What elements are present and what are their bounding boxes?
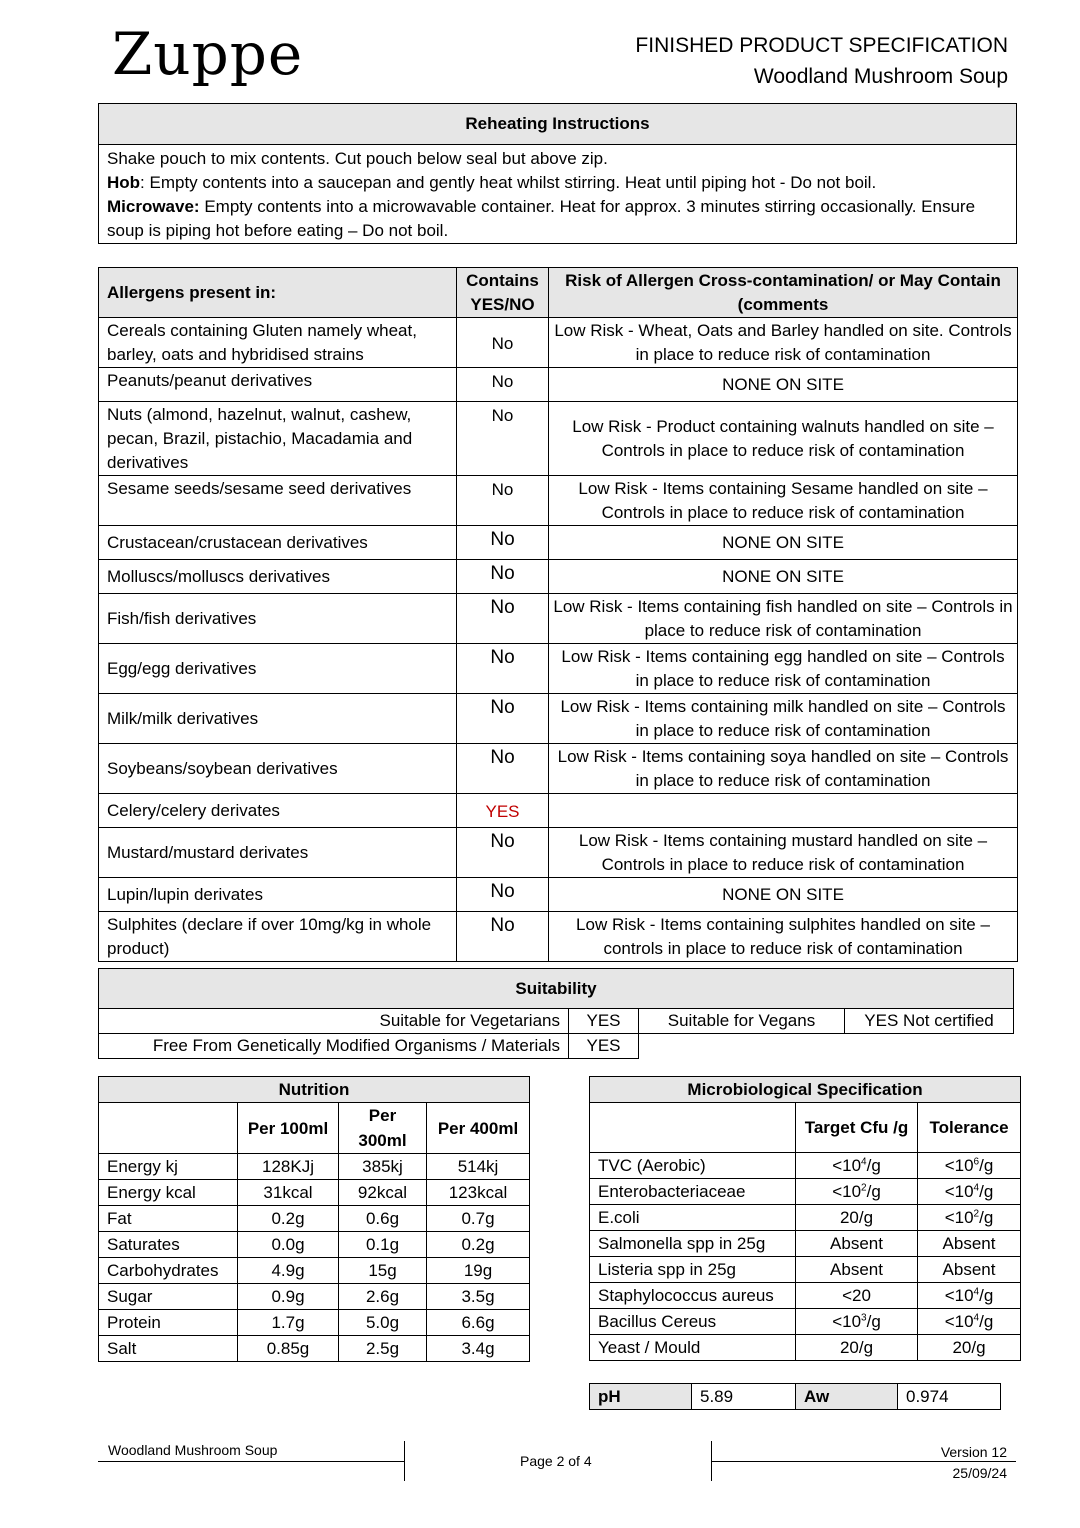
gmo-value: YES (569, 1034, 639, 1059)
micro-target: $<10^3/g$ (796, 1309, 918, 1335)
nutrient-value: 1.7g (238, 1310, 339, 1336)
allergen-name: Crustacean/crustacean derivatives (99, 526, 457, 560)
micro-target: <20 (796, 1283, 918, 1309)
allergen-contains: No (457, 644, 549, 694)
nutrient-value: 0.9g (238, 1284, 339, 1310)
footer-date: 25/09/24 (952, 1465, 1007, 1481)
reheating-instructions (99, 145, 1017, 244)
micro-row (590, 1257, 1021, 1283)
ph-value: 5.89 (692, 1384, 796, 1410)
allergen-name: Lupin/lupin derivates (99, 878, 457, 912)
allergen-name: Soybeans/soybean derivatives (99, 744, 457, 794)
microwave-text: Empty contents into a microwavable container. Heat for approx. 3 minutes stirring occasionally. Ensure soup is piping hot before eating – Do not boil. (107, 197, 976, 240)
nutrition-col: Per 400ml (427, 1103, 530, 1154)
nutrient-value: 92kcal (339, 1180, 427, 1206)
nutrient-value: 3.4g (427, 1336, 530, 1362)
footer-page-number: Page 2 of 4 (520, 1453, 592, 1469)
vegan-value: YES Not certified (845, 1009, 1014, 1034)
nutrient-value: 123kcal (427, 1180, 530, 1206)
hob-label: Hob (107, 173, 141, 192)
micro-row (590, 1205, 1021, 1231)
allergen-row (99, 594, 1018, 644)
micro-tolerance: Absent (918, 1231, 1021, 1257)
micro-spec-table (589, 1076, 1021, 1361)
nutrition-row (99, 1284, 530, 1310)
allergen-row (99, 476, 1018, 526)
allergens-table (98, 267, 1018, 962)
hob-text: : Empty contents into a saucepan and gently heat whilst stirring. Heat until piping hot - Do not boil. (140, 173, 877, 192)
nutrient-value: 0.85g (238, 1336, 339, 1362)
vegetarian-label: Suitable for Vegetarians (99, 1009, 569, 1034)
allergen-contains-yes: YES (457, 794, 549, 828)
nutrition-row (99, 1310, 530, 1336)
nutrition-row (99, 1206, 530, 1232)
nutrient-value: 0.1g (339, 1232, 427, 1258)
allergen-risk: NONE ON SITE (549, 368, 1018, 402)
footer-version: Version 12 (940, 1444, 1007, 1460)
allergens-col-contains: Contains YES/NO (457, 268, 549, 318)
ph-label: pH (590, 1384, 692, 1410)
document-header (635, 30, 1008, 92)
nutrient-value: 2.6g (339, 1284, 427, 1310)
allergen-row (99, 694, 1018, 744)
allergen-contains: No (457, 318, 549, 368)
allergen-contains: No (457, 828, 549, 878)
nutrient-label: Saturates (99, 1232, 238, 1258)
micro-label: Enterobacteriaceae (590, 1179, 796, 1205)
micro-label: Bacillus Cereus (590, 1309, 796, 1335)
micro-row (590, 1335, 1021, 1361)
suitability-table (98, 968, 1014, 1059)
ph-aw-table (589, 1383, 1001, 1410)
allergen-row (99, 912, 1018, 962)
nutrient-value: 3.5g (427, 1284, 530, 1310)
allergen-name: Nuts (almond, hazelnut, walnut, cashew, pecan, Brazil, pistachio, Macadamia and derivatives (99, 402, 457, 476)
nutrient-value: 5.0g (339, 1310, 427, 1336)
nutrition-row (99, 1154, 530, 1180)
footer-rule-left (98, 1461, 404, 1462)
allergen-risk (549, 794, 1018, 828)
allergen-name: Milk/milk derivatives (99, 694, 457, 744)
allergen-risk: NONE ON SITE (549, 560, 1018, 594)
micro-target: $<10^2/g$ (796, 1179, 918, 1205)
micro-row (590, 1283, 1021, 1309)
company-logo: Zuppe (112, 20, 304, 88)
allergen-name: Peanuts/peanut derivatives (99, 368, 457, 402)
nutrient-value: 0.2g (238, 1206, 339, 1232)
nutrition-row (99, 1258, 530, 1284)
allergen-name: Mustard/mustard derivates (99, 828, 457, 878)
nutrient-value: 19g (427, 1258, 530, 1284)
allergen-row (99, 560, 1018, 594)
nutrient-value: 128KJj (238, 1154, 339, 1180)
product-name: Woodland Mushroom Soup (753, 65, 1008, 88)
micro-label: TVC (Aerobic) (590, 1153, 796, 1179)
nutrition-row (99, 1336, 530, 1362)
micro-label: Staphylococcus aureus (590, 1283, 796, 1309)
nutrient-value: 514kj (427, 1154, 530, 1180)
allergen-risk: Low Risk - Items containing Sesame handled on site – Controls in place to reduce risk of contamination (549, 476, 1018, 526)
nutrient-label: Carbohydrates (99, 1258, 238, 1284)
nutrient-label: Fat (99, 1206, 238, 1232)
allergens-col-risk: Risk of Allergen Cross-contamination/ or May Contain (comments (549, 268, 1018, 318)
allergen-row (99, 402, 1018, 476)
allergen-name: Cereals containing Gluten namely wheat, barley, oats and hybridised strains (99, 318, 457, 368)
reheating-table (98, 103, 1017, 244)
allergen-contains: No (457, 912, 549, 962)
micro-label: Listeria spp in 25g (590, 1257, 796, 1283)
allergen-risk: Low Risk - Items containing sulphites handled on site – controls in place to reduce risk of contamination (549, 912, 1018, 962)
allergen-name: Egg/egg derivatives (99, 644, 457, 694)
footer-divider-left (404, 1441, 405, 1481)
reheating-line1: Shake pouch to mix contents. Cut pouch below seal but above zip. (107, 149, 608, 168)
allergen-name: Sesame seeds/sesame seed derivatives (99, 476, 457, 526)
micro-row (590, 1309, 1021, 1335)
nutrient-value: 4.9g (238, 1258, 339, 1284)
allergen-risk: NONE ON SITE (549, 878, 1018, 912)
nutrient-label: Energy kcal (99, 1180, 238, 1206)
nutrient-label: Protein (99, 1310, 238, 1336)
vegetarian-value: YES (569, 1009, 639, 1034)
suitability-title: Suitability (99, 969, 1014, 1009)
microwave-label: Microwave: (107, 197, 200, 216)
nutrient-value: 15g (339, 1258, 427, 1284)
allergen-name: Molluscs/molluscs derivatives (99, 560, 457, 594)
nutrient-value: 0.2g (427, 1232, 530, 1258)
allergen-row (99, 794, 1018, 828)
nutrient-value: 31kcal (238, 1180, 339, 1206)
nutrition-title: Nutrition (99, 1077, 530, 1103)
nutrition-row (99, 1180, 530, 1206)
micro-tolerance: $<10^4/g$ (918, 1283, 1021, 1309)
micro-label: E.coli (590, 1205, 796, 1231)
allergen-name: Fish/fish derivatives (99, 594, 457, 644)
micro-target: 20/g (796, 1205, 918, 1231)
micro-target: Absent (796, 1257, 918, 1283)
nutrition-col: Per 300ml (339, 1103, 427, 1154)
nutrient-value: 0.7g (427, 1206, 530, 1232)
allergen-contains: No (457, 560, 549, 594)
gmo-label: Free From Genetically Modified Organisms / Materials (99, 1034, 569, 1059)
allergen-risk: Low Risk - Wheat, Oats and Barley handled on site. Controls in place to reduce risk of contamination (549, 318, 1018, 368)
reheating-title: Reheating Instructions (99, 104, 1017, 145)
allergen-row (99, 318, 1018, 368)
micro-target: $<10^4/g$ (796, 1153, 918, 1179)
vegan-label: Suitable for Vegans (639, 1009, 845, 1034)
micro-row (590, 1153, 1021, 1179)
doc-type-title: FINISHED PRODUCT SPECIFICATION (635, 34, 1008, 57)
allergen-row (99, 368, 1018, 402)
micro-target: Absent (796, 1231, 918, 1257)
allergen-contains: No (457, 694, 549, 744)
micro-title: Microbiological Specification (590, 1077, 1021, 1103)
allergen-contains: No (457, 594, 549, 644)
micro-row (590, 1179, 1021, 1205)
micro-target: 20/g (796, 1335, 918, 1361)
allergen-contains: No (457, 368, 549, 402)
aw-value: 0.974 (898, 1384, 1001, 1410)
nutrition-table (98, 1076, 530, 1362)
allergen-contains: No (457, 878, 549, 912)
micro-tolerance: $<10^4/g$ (918, 1309, 1021, 1335)
allergen-row (99, 526, 1018, 560)
aw-label: Aw (796, 1384, 898, 1410)
allergen-row (99, 828, 1018, 878)
micro-tolerance: Absent (918, 1257, 1021, 1283)
nutrition-col: Per 100ml (238, 1103, 339, 1154)
micro-row (590, 1231, 1021, 1257)
nutrient-value: 2.5g (339, 1336, 427, 1362)
allergen-risk: Low Risk - Items containing mustard handled on site – Controls in place to reduce risk of contamination (549, 828, 1018, 878)
allergen-risk: Low Risk - Product containing walnuts handled on site – Controls in place to reduce risk of contamination (549, 402, 1018, 476)
nutrient-value: 0.0g (238, 1232, 339, 1258)
nutrient-value: 6.6g (427, 1310, 530, 1336)
nutrient-value: 385kj (339, 1154, 427, 1180)
allergen-contains: No (457, 476, 549, 526)
nutrient-label: Salt (99, 1336, 238, 1362)
micro-col-tolerance: Tolerance (918, 1103, 1021, 1153)
allergen-risk: Low Risk - Items containing egg handled on site – Controls in place to reduce risk of contamination (549, 644, 1018, 694)
footer-product: Woodland Mushroom Soup (108, 1442, 278, 1458)
allergen-row (99, 644, 1018, 694)
micro-tolerance: $<10^6/g$ (918, 1153, 1021, 1179)
allergen-row (99, 878, 1018, 912)
nutrient-label: Sugar (99, 1284, 238, 1310)
micro-col-target: Target Cfu /g (796, 1103, 918, 1153)
micro-tolerance: $<10^4/g$ (918, 1179, 1021, 1205)
reheating-microwave (107, 195, 1008, 243)
micro-label: Salmonella spp in 25g (590, 1231, 796, 1257)
allergen-risk: Low Risk - Items containing fish handled on site – Controls in place to reduce risk of contamination (549, 594, 1018, 644)
footer-divider-right (711, 1441, 712, 1481)
reheating-hob (107, 171, 1008, 195)
footer-version-block (941, 1442, 1007, 1484)
micro-tolerance: $<10^2/g$ (918, 1205, 1021, 1231)
allergen-name: Celery/celery derivates (99, 794, 457, 828)
allergen-risk: Low Risk - Items containing soya handled on site – Controls in place to reduce risk of contamination (549, 744, 1018, 794)
nutrient-label: Energy kj (99, 1154, 238, 1180)
allergen-contains: No (457, 526, 549, 560)
allergens-col-name: Allergens present in: (99, 268, 457, 318)
allergen-row (99, 744, 1018, 794)
allergen-contains: No (457, 402, 549, 476)
micro-label: Yeast / Mould (590, 1335, 796, 1361)
allergen-name: Sulphites (declare if over 10mg/kg in whole product) (99, 912, 457, 962)
micro-tolerance: 20/g (918, 1335, 1021, 1361)
nutrition-row (99, 1232, 530, 1258)
nutrient-value: 0.6g (339, 1206, 427, 1232)
allergen-contains: No (457, 744, 549, 794)
allergen-risk: Low Risk - Items containing milk handled on site – Controls in place to reduce risk of contamination (549, 694, 1018, 744)
allergen-risk: NONE ON SITE (549, 526, 1018, 560)
